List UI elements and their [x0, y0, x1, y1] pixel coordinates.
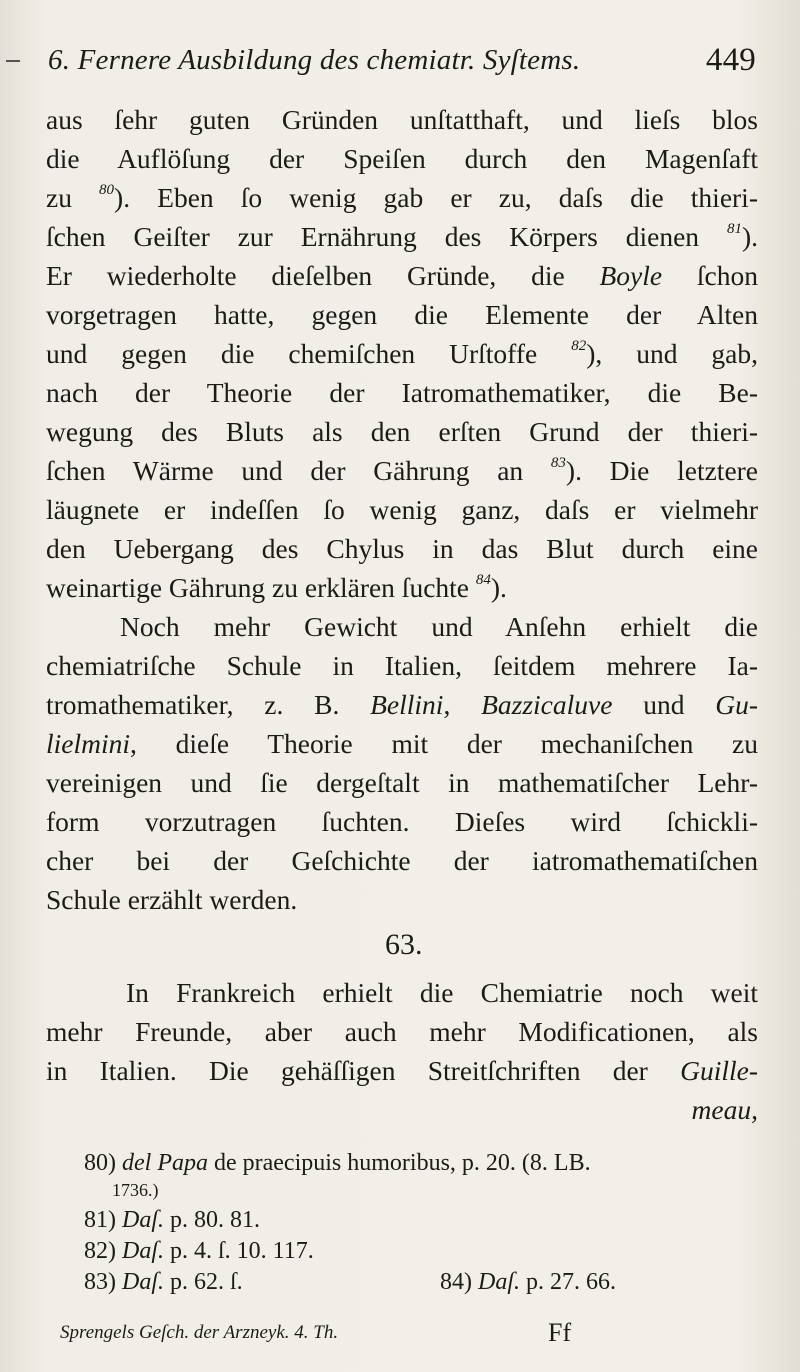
text-line: ſchen Geiſter zur Ernährung des Körpers dienen $^{81}$).	[46, 221, 758, 252]
text-line: den Uebergang des Chylus in das Blut durch eine	[46, 533, 758, 564]
running-header	[48, 40, 756, 86]
text-line: Noch mehr Gewicht und Anſehn erhielt die	[120, 611, 758, 642]
main-text	[46, 100, 758, 919]
person-name: Bellini	[370, 689, 444, 720]
person-name: Guille-	[680, 1055, 758, 1086]
person-name: Bazzicaluve	[481, 689, 613, 720]
text-line: Schule erzählt werden.	[46, 884, 298, 915]
text-line: läugnete er indeſſen ſo wenig ganz, daſs er vielmehr	[46, 494, 758, 525]
text-line: In Frankreich erhielt die Chemiatrie noch weit	[126, 977, 758, 1008]
footnote-ref: 84	[475, 572, 491, 588]
text-line: die Auflöſung der Speiſen durch den Magenſaft	[46, 143, 758, 174]
footnote-80-continuation: 1736.)	[112, 1180, 159, 1200]
footnote-ref: 80	[99, 182, 115, 198]
margin-dash	[6, 60, 20, 62]
text-line: ſchen Wärme und der Gährung an $^{83}$). Die letztere	[46, 455, 759, 486]
footnote-ref: 82	[571, 338, 587, 354]
text-line: vereinigen und ſie dergeſtalt in mathematiſcher Lehr-	[46, 767, 758, 798]
footnote-ref: 83	[550, 455, 566, 471]
footnote-81: 81) Daſ. p. 80. 81.	[84, 1207, 260, 1233]
text-line: nach der Theorie der Iatromathematiker, die Be-	[46, 377, 758, 408]
footnote-84: 84) Daſ. p. 27. 66.	[440, 1269, 616, 1295]
page-footer	[60, 1318, 750, 1347]
text-line: wegung des Bluts als den erſten Grund der thieri-	[46, 416, 758, 447]
footnote-83: 83) Daſ. p. 62. ſ.	[84, 1269, 243, 1295]
footnote-83-84	[84, 1267, 754, 1298]
page-number: 449	[705, 42, 756, 78]
signature-mark: Ff	[548, 1318, 572, 1347]
text-line: und gegen die chemiſchen Urſtoffe $^{82}$), und gab,	[46, 338, 758, 369]
header-title: 6. Fernere Ausbildung des chemiatr. Syſtems.	[48, 44, 581, 76]
text-line: in Italien. Die gehäſſigen Streitſchriften der Guille-	[46, 1055, 758, 1086]
footnotes	[84, 1148, 754, 1298]
main-text-continued	[46, 973, 758, 1129]
text-line: aus ſehr guten Gründen unſtatthaft, und lieſs blos	[46, 104, 758, 135]
person-name: Boyle	[599, 260, 663, 291]
catchword: meau,	[691, 1094, 758, 1125]
text-line: weinartige Gährung zu erklären ſuchte $^{84}$).	[46, 572, 507, 603]
text-line: chemiatriſche Schule in Italien, ſeitdem mehrere Ia-	[46, 650, 758, 681]
text-line: Er wiederholte dieſelben Gründe, die Boyle ſchon	[46, 260, 758, 291]
text-line: lielmini, dieſe Theorie mit der mechaniſchen zu	[46, 728, 758, 759]
text-line: vorgetragen hatte, gegen die Elemente der Alten	[46, 299, 758, 330]
text-line: cher bei der Geſchichte der iatromathematiſchen	[46, 845, 758, 876]
section-number: 63.	[385, 928, 423, 961]
person-name: Gu-	[715, 689, 758, 720]
footnote-ref: 81	[726, 221, 742, 237]
text-line: mehr Freunde, aber auch mehr Modificationen, als	[46, 1016, 758, 1047]
text-line: tromathematiker, z. B. Bellini, Bazzicaluve und Gu-	[46, 689, 758, 720]
text-line: zu $^{80}$). Eben ſo wenig gab er zu, daſs die thieri-	[46, 182, 758, 213]
footnote-82: 82) Daſ. p. 4. ſ. 10. 117.	[84, 1238, 314, 1264]
person-name: lielmini	[46, 728, 131, 759]
footer-source: Sprengels Geſch. der Arzneyk. 4. Th.	[60, 1322, 339, 1343]
text-line: form vorzutragen ſuchten. Dieſes wird ſchickli-	[46, 806, 758, 837]
footnote-80: 80) del Papa de praecipuis humoribus, p. 20. (8. LB.	[84, 1150, 591, 1176]
